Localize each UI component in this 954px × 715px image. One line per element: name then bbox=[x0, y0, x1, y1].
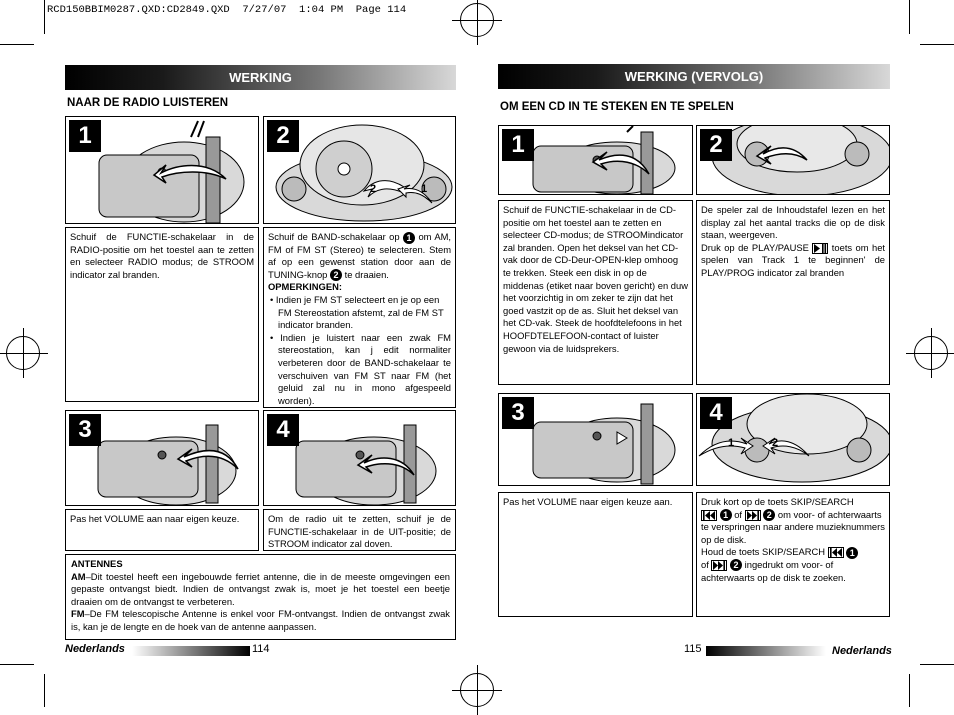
figure-number: 3 bbox=[502, 397, 534, 429]
cd-text-p2 bbox=[701, 242, 885, 280]
figure-3-volume bbox=[65, 410, 259, 506]
antennes-box bbox=[65, 554, 456, 640]
skip-line-3 bbox=[701, 546, 885, 559]
am-label: AM bbox=[71, 570, 86, 582]
instruction-text-3: Pas het VOLUME aan naar eigen keuze. bbox=[65, 509, 259, 551]
crop-mark bbox=[44, 674, 45, 707]
fm-text: –De FM telescopische Antenne is enkel voor FM-ontvangst. Indien de ontvangst zwak is, kan je de lengte en de hoek van de antenne aanpassen. bbox=[71, 608, 450, 632]
text-segment: ingedrukt om voor- of achterwaarts op de disk te zoeken. bbox=[701, 558, 846, 583]
figure-2-radio-top bbox=[263, 116, 456, 224]
section-banner-left: WERKING bbox=[65, 65, 456, 90]
skip-line-1: Druk kort op de toets SKIP/SEARCH bbox=[701, 496, 854, 507]
figure-4-power-off bbox=[263, 410, 456, 506]
print-slug: RCD150BBIM0287.QXD:CD2849.QXD 7/27/07 1:04 PM Page 114 bbox=[47, 4, 407, 16]
figure-number: 1 bbox=[69, 120, 101, 152]
figure-number: 2 bbox=[267, 120, 299, 152]
crop-mark bbox=[0, 664, 34, 665]
crop-mark bbox=[909, 674, 910, 707]
callout-number: 1 bbox=[728, 437, 735, 449]
figure-3-cd-volume bbox=[498, 393, 693, 486]
note-text: Indien je luistert naar een zwak FM stereostation, kan j edit normaliter verbeteren door de BAND-schakelaar te verschuiven van FM ST naar FM (het geluid zal nu in mono afgespeeld worden). bbox=[278, 331, 451, 406]
fm-label: FM bbox=[71, 608, 85, 620]
number-badge: 2 bbox=[763, 509, 775, 521]
text-segment: toets om het spelen van Track 1 te beginnen' de PLAY/PROG indicator zal branden bbox=[701, 241, 886, 278]
skip-forward-icon bbox=[745, 510, 761, 521]
antennes-am bbox=[71, 571, 450, 609]
antennes-title: ANTENNES bbox=[71, 558, 123, 569]
crop-mark bbox=[0, 44, 34, 45]
figure-number: 3 bbox=[69, 414, 101, 446]
registration-mark bbox=[460, 673, 494, 707]
figure-1-cd-side bbox=[498, 125, 693, 195]
text-segment: Houd de toets SKIP/SEARCH bbox=[701, 546, 826, 558]
number-badge: 1 bbox=[403, 232, 415, 244]
skip-line-2 bbox=[701, 509, 885, 547]
play-pause-icon bbox=[812, 243, 828, 254]
instruction-text-4: Om de radio uit te zetten, schuif je de FUNCTIE-schakelaar in de UIT-positie; de STROOM indicator zal doven. bbox=[263, 509, 456, 551]
text-segment: om voor- of achterwaarts te verspringen naar andere muzieknummers op de disk. bbox=[701, 508, 885, 545]
footer-language-left: Nederlands bbox=[65, 643, 125, 655]
footer-language-right: Nederlands bbox=[832, 645, 892, 657]
antennes-fm bbox=[71, 608, 450, 633]
cd-text-p1: De speler zal de Inhoudstafel lezen en het display zal het aantal tracks die op de disk staan, weergeven. bbox=[701, 204, 885, 241]
footer-gradient-bar bbox=[706, 646, 826, 656]
note-text: Indien je FM ST selecteert en je op een FM Stereostation afstemt, zal de FM ST indicator branden. bbox=[275, 293, 444, 331]
number-badge: 2 bbox=[730, 559, 742, 571]
crop-mark bbox=[909, 0, 910, 34]
instruction-text-cd-3: Pas het VOLUME naar eigen keuze aan. bbox=[498, 492, 693, 617]
figure-2-cd-play bbox=[696, 125, 890, 195]
text-segment: Schuif de BAND-schakelaar op bbox=[268, 231, 400, 242]
registration-mark bbox=[460, 3, 494, 37]
number-badge: 2 bbox=[330, 269, 342, 281]
text-segment: of bbox=[734, 508, 743, 520]
subheading-left: NAAR DE RADIO LUISTEREN bbox=[67, 97, 229, 109]
number-badge: 1 bbox=[720, 509, 732, 521]
instruction-text-cd-2 bbox=[696, 200, 890, 385]
notes-title: OPMERKINGEN: bbox=[268, 281, 342, 293]
figure-number: 4 bbox=[267, 414, 299, 446]
instruction-text-cd-4 bbox=[696, 492, 890, 617]
instruction-text-1: Schuif de FUNCTIE-schakelaar in de RADIO-positie om het toestel aan te zetten en selecteer RADIO modus; de STROOM indicator zal branden. bbox=[65, 227, 259, 402]
text-segment: of bbox=[701, 558, 709, 570]
skip-forward-icon bbox=[711, 560, 727, 571]
section-banner-right: WERKING (VERVOLG) bbox=[498, 64, 890, 89]
figure-number: 2 bbox=[700, 129, 732, 161]
callout-number: 1 bbox=[421, 183, 428, 195]
page-number-left: 114 bbox=[252, 643, 270, 655]
figure-1-radio-side bbox=[65, 116, 259, 224]
am-text: –Dit toestel heeft een ingebouwde ferriet antenne, die in de meeste omgevingen een gepaste ontvangst biedt. Indien de ontvangst zwak is, moet je het toestel een beetje draaien om de ontvangst te verbeteren. bbox=[71, 570, 450, 607]
skip-back-icon bbox=[828, 547, 844, 558]
crop-mark bbox=[44, 0, 45, 34]
callout-number: 2 bbox=[370, 183, 377, 195]
note-bullet: • Indien je luistert naar een zwak FM stereostation, kan j edit normaliter verbeteren door de BAND-schakelaar te verschuiven van FM ST naar FM (het geluid zal nu in mono afgespeeld worden). bbox=[270, 331, 451, 406]
figure-number: 4 bbox=[700, 397, 732, 429]
instruction-text-cd-1: Schuif de FUNCTIE-schakelaar in de CD-positie om het toestel aan te zetten en selecteer CD-modus; de STROOMindicator zal branden. Open het deksel van het CD-vak door de CD-Deur-OPEN-klep omhoog te trekken. Steek een disk in op de middenas (etiket naar boven gericht) en duw het voorzichtig in om zeker te zijn dat het goed vastzit op de as. Sluit het deksel van het CD-vak. Steek de hoofdtelefoons in het HOOFDTELEFOON-contact of luister gewoon via de luidsprekers. bbox=[498, 200, 693, 385]
crop-mark bbox=[920, 664, 954, 665]
skip-back-icon bbox=[701, 510, 717, 521]
number-badge: 1 bbox=[846, 547, 858, 559]
text-segment: om AM, FM of FM ST (Stereo) te selecteren. Stem af op een gewenst station door aan de TUNING-knop bbox=[268, 231, 452, 280]
callout-number: 2 bbox=[772, 437, 779, 449]
registration-mark bbox=[914, 336, 948, 370]
note-bullet: • Indien je FM ST selecteert en je op een FM Stereostation afstemt, zal de FM ST indicator branden. bbox=[270, 293, 444, 331]
figure-number: 1 bbox=[502, 129, 534, 161]
registration-mark bbox=[6, 336, 40, 370]
instruction-text-2 bbox=[263, 227, 456, 408]
skip-line-4 bbox=[701, 559, 885, 584]
crop-mark bbox=[920, 44, 954, 45]
footer-gradient-bar bbox=[132, 646, 250, 656]
subheading-right: OM EEN CD IN TE STEKEN EN TE SPELEN bbox=[500, 101, 734, 113]
figure-4-cd-skip bbox=[696, 393, 890, 486]
text-segment: te draaien. bbox=[344, 268, 389, 280]
text-segment: Druk op de PLAY/PAUSE bbox=[701, 241, 809, 253]
page-number-right: 115 bbox=[684, 643, 702, 655]
